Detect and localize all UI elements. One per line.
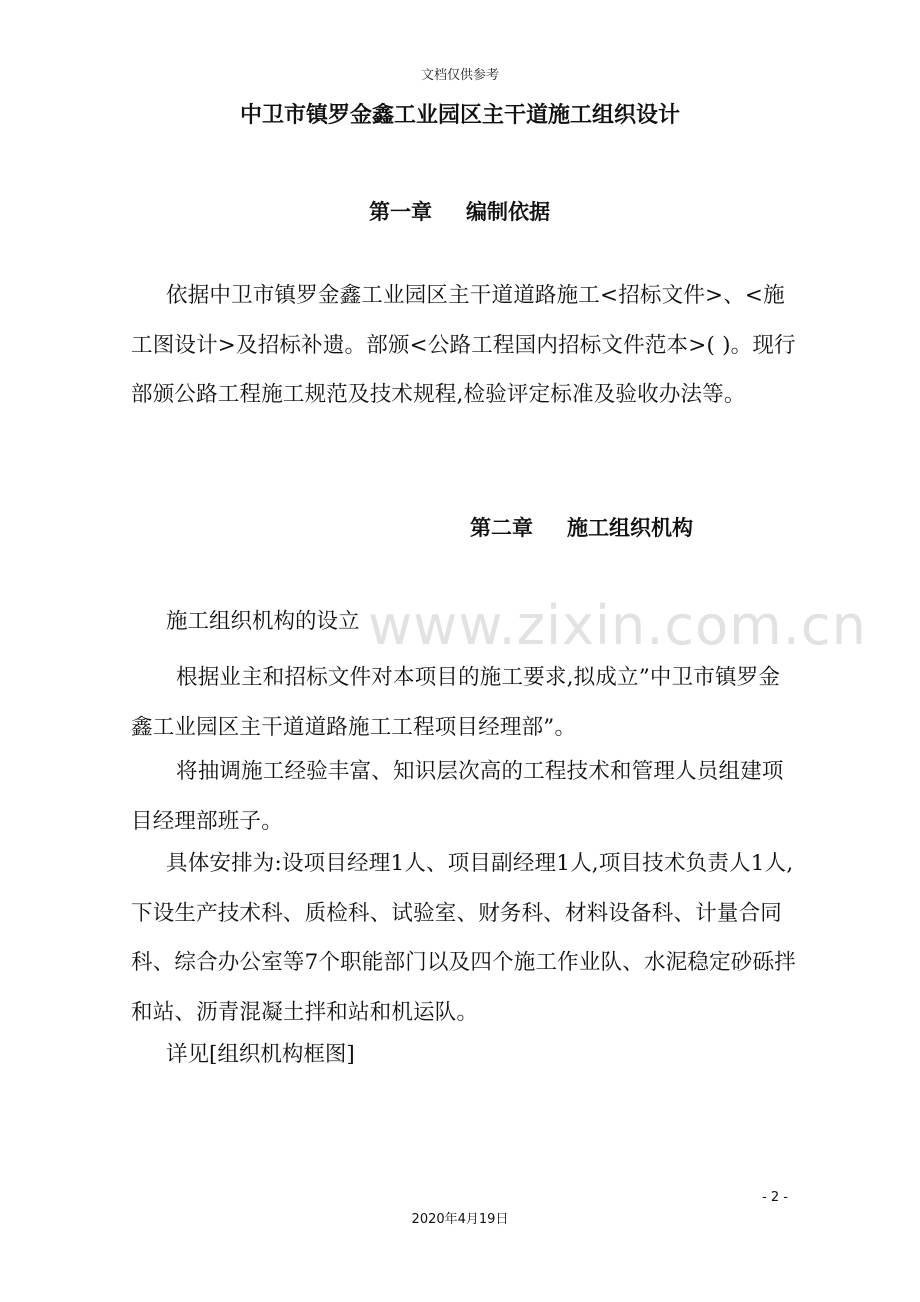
chapter-2-heading	[470, 512, 693, 542]
chapter-1-heading	[369, 196, 550, 226]
header-note: 文档仅供参考	[420, 68, 499, 83]
section-subheading: 施工组织机构的设立	[166, 609, 360, 634]
footer-date: 2020年4月19日	[411, 1212, 509, 1227]
chapter-2-title: 施工组织机构	[567, 516, 693, 540]
watermark: www.zixin.com.cn	[368, 594, 867, 657]
chapter-1-paragraph: 依据中卫市镇罗金鑫工业园区主干道道路施工<招标文件>、<施工图设计>及招标补遗。部颁<公路工程国内招标文件范本>( )。现行部颁公路工程施工规范及技术规程,检验评定标准及验收办法等。	[131, 283, 796, 407]
chapter-2-paragraph-1: 根据业主和招标文件对本项目的施工要求,拟成立”中卫市镇罗金鑫工业园区主干道道路施工工程项目经理部”。	[131, 665, 781, 740]
chapter-2-number: 第二章	[470, 516, 533, 540]
chapter-1-title: 编制依据	[466, 200, 550, 224]
document-title: 中卫市镇罗金鑫工业园区主干道施工组织设计	[239, 103, 680, 128]
chapter-2-paragraph-4: 详见[组织机构框图]	[166, 1042, 355, 1067]
chapter-2-paragraph-2: 将抽调施工经验丰富、知识层次高的工程技术和管理人员组建项目经理部班子。	[131, 759, 784, 834]
chapter-1-number: 第一章	[369, 200, 432, 224]
page-number: - 2 -	[762, 1190, 788, 1205]
chapter-2-paragraph-3: 具体安排为:设项目经理1人、项目副经理1人,项目技术负责人1人,下设生产技术科、质检科、试验室、财务科、材料设备科、计量合同科、综合办公室等7个职能部门以及四个施工作业队、水泥稳定砂砾拌和站、沥青混凝土拌和站和机运队。	[131, 851, 796, 1025]
